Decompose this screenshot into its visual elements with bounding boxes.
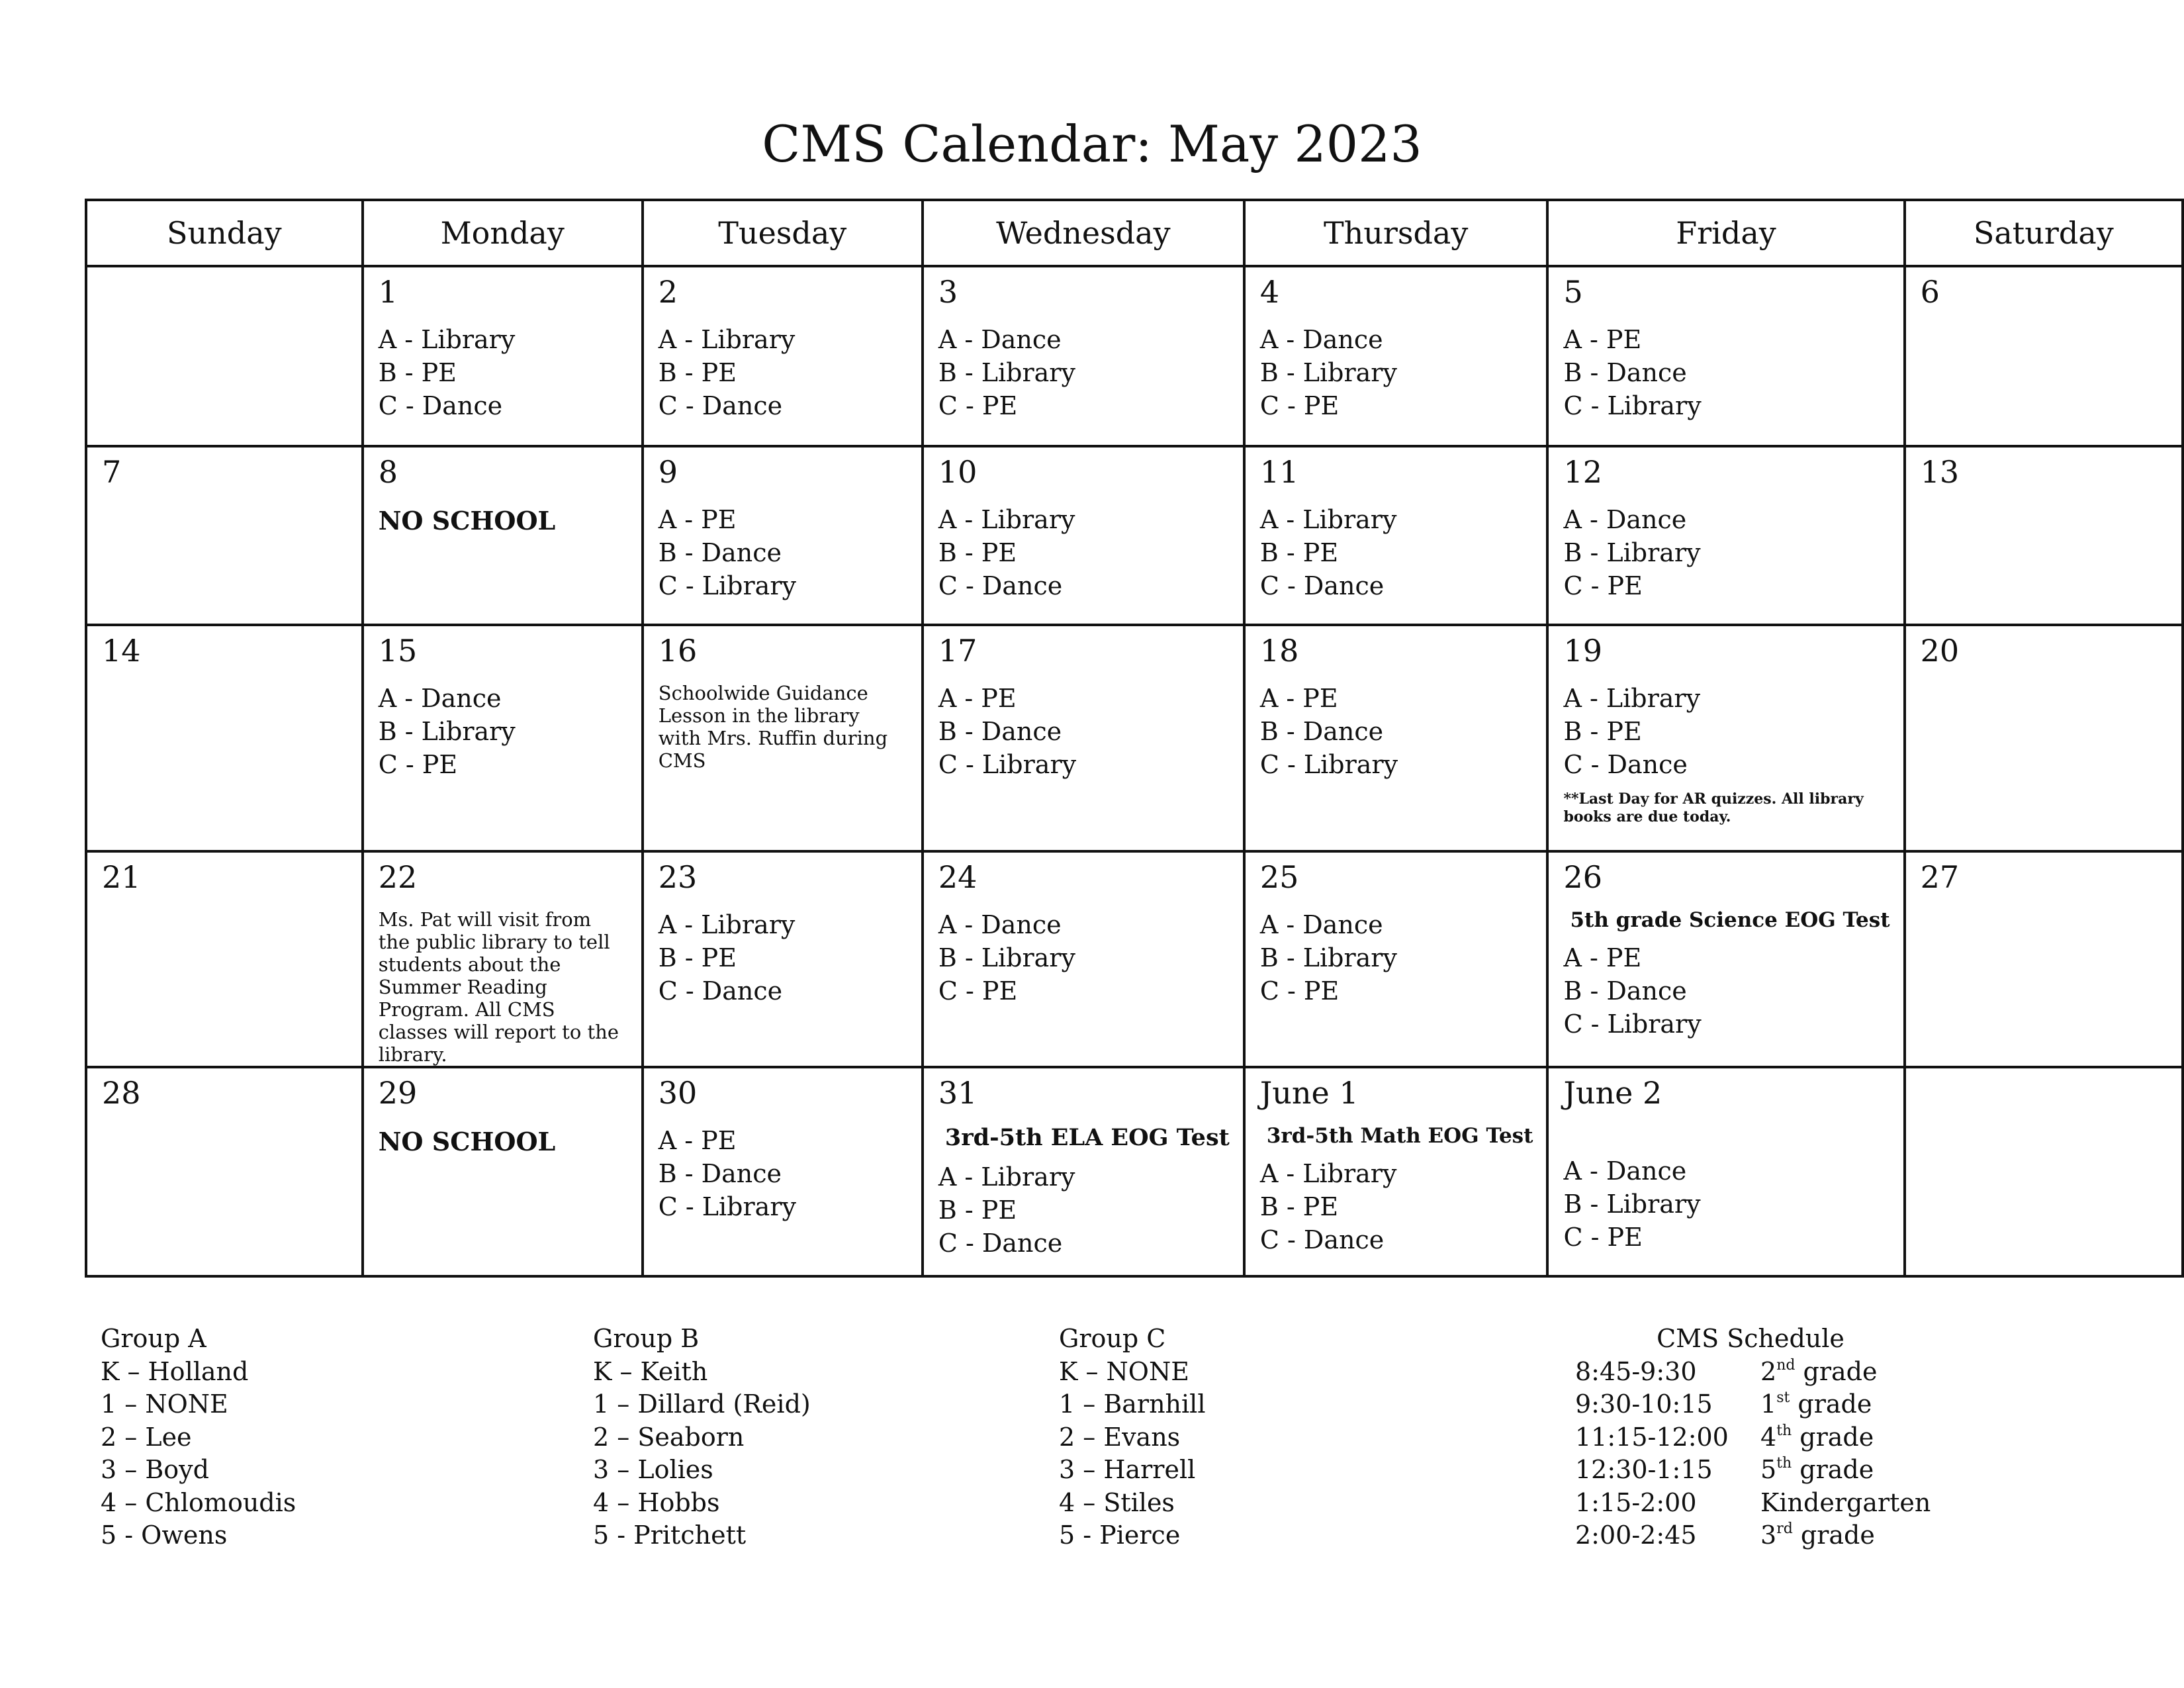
day-content: [1906, 626, 2181, 673]
rotation-list: [659, 908, 908, 1008]
schedule-grade: [1760, 1519, 1875, 1552]
rotation-item: A - PE: [1563, 325, 1642, 354]
day-number: June 1: [1259, 1075, 1359, 1111]
rotation-item: A - Library: [658, 910, 796, 939]
rotation-item: A - PE: [658, 1126, 737, 1155]
weekday-header: Friday: [1547, 200, 1904, 266]
rotation-item: A - Dance: [938, 910, 1062, 939]
group-a-list: [101, 1323, 296, 1552]
rotation-list: [659, 503, 908, 602]
rotation-item: C - PE: [378, 750, 458, 779]
eog-test-event: 3rd-5th Math EOG Test: [1266, 1124, 1533, 1148]
rotation-item: C - Dance: [658, 391, 783, 420]
rotation-item: B - Library: [378, 717, 516, 746]
schedule-row: [1575, 1454, 1931, 1487]
weekday-header-row: [86, 200, 2183, 266]
rotation-list: [1260, 908, 1533, 1008]
day-cell: [1905, 266, 2183, 446]
schedule-row: [1575, 1487, 1931, 1520]
group-item: 2 – Evans: [1059, 1422, 1181, 1452]
day-content: [364, 626, 641, 781]
schedule-time: 2:00-2:45: [1575, 1521, 1697, 1550]
rotation-item: C - Dance: [1259, 1225, 1385, 1254]
schedule-grade: [1760, 1421, 1874, 1454]
group-item: 1 – Dillard (Reid): [593, 1389, 811, 1419]
rotation-item: A - Dance: [1563, 1156, 1687, 1186]
day-number: 30: [658, 1075, 698, 1111]
day-cell: [1905, 851, 2183, 1067]
rotation-item: A - PE: [1259, 684, 1338, 713]
schedule-row: [1575, 1421, 1931, 1454]
day-number: 2: [658, 274, 678, 310]
group-item: 3 – Harrell: [1059, 1455, 1196, 1484]
rotation-list: [1563, 682, 1889, 781]
rotation-item: A - Library: [938, 1162, 1075, 1192]
day-number: 13: [1920, 454, 1960, 490]
day-number: 23: [658, 859, 698, 895]
schedule-grade-word: grade: [1790, 1389, 1872, 1419]
day-content: [1549, 447, 1903, 602]
rotation-item: C - Dance: [1563, 750, 1688, 779]
day-content: [644, 447, 921, 602]
group-item: 3 – Boyd: [101, 1455, 209, 1484]
schedule-grade-suffix: rd: [1776, 1521, 1793, 1537]
day-cell: [643, 851, 923, 1067]
rotation-item: C - PE: [1259, 976, 1340, 1006]
rotation-list: [938, 323, 1230, 422]
day-number: 28: [102, 1075, 141, 1111]
rotation-item: C - PE: [1259, 391, 1340, 420]
rotation-item: B - PE: [658, 358, 737, 387]
group-item: 4 – Chlomoudis: [101, 1487, 296, 1517]
day-number: 29: [378, 1075, 418, 1111]
no-school-label: NO SCHOOL: [378, 506, 556, 536]
rotation-item: B - PE: [658, 943, 737, 972]
group-item: 2 – Lee: [101, 1422, 192, 1452]
rotation-list: [659, 323, 908, 422]
rotation-list: [1260, 682, 1533, 781]
day-number: 17: [938, 633, 978, 669]
day-content: [364, 853, 641, 1066]
day-content: [644, 626, 921, 772]
day-number: 21: [102, 859, 141, 895]
schedule-time: 9:30-10:15: [1575, 1389, 1713, 1419]
day-content: [1549, 267, 1903, 422]
rotation-item: A - Library: [1563, 684, 1701, 713]
day-content: [924, 447, 1243, 602]
rotation-item: A - PE: [938, 684, 1017, 713]
day-cell: [1905, 625, 2183, 851]
schedule-grade-num: 5: [1760, 1455, 1777, 1484]
day-content: [1246, 267, 1547, 422]
day-number: 5: [1563, 274, 1583, 310]
rotation-item: B - Dance: [658, 1159, 782, 1188]
schedule-grade-suffix: th: [1776, 1455, 1792, 1472]
rotation-item: A - Library: [1259, 505, 1397, 534]
weekday-header: Monday: [363, 200, 643, 266]
day-cell: [923, 851, 1244, 1067]
rotation-list: [1563, 323, 1889, 422]
schedule-grade-num: 4: [1760, 1422, 1777, 1452]
group-item: 1 – NONE: [101, 1389, 228, 1419]
weekday-header: Tuesday: [643, 200, 923, 266]
day-note: Schoolwide Guidance Lesson in the library with Mrs. Ruffin during CMS: [658, 682, 888, 772]
group-item: 5 - Pritchett: [593, 1521, 747, 1550]
rotation-item: C - Dance: [658, 976, 783, 1006]
group-item: 5 - Pierce: [1059, 1521, 1181, 1550]
weekday-header: Wednesday: [923, 200, 1244, 266]
rotation-item: B - PE: [938, 538, 1017, 567]
rotation-item: B - PE: [1259, 538, 1339, 567]
day-cell: [1547, 266, 1904, 446]
day-content: [644, 853, 921, 1008]
day-content: [87, 1068, 361, 1115]
schedule-grade: [1760, 1388, 1872, 1421]
day-content: [87, 853, 361, 899]
day-content: [1906, 447, 2181, 494]
day-cell: [86, 1067, 363, 1276]
day-number: 25: [1259, 859, 1299, 895]
schedule-row: [1575, 1388, 1931, 1421]
day-number: 7: [102, 454, 122, 490]
rotation-item: A - Library: [658, 325, 796, 354]
day-cell: [923, 446, 1244, 625]
rotation-item: C - Library: [938, 750, 1077, 779]
day-content: [364, 447, 641, 536]
day-content: [924, 267, 1243, 422]
rotation-item: C - Dance: [938, 571, 1063, 600]
rotation-item: A - Library: [1259, 1159, 1397, 1188]
day-cell: [923, 1067, 1244, 1276]
schedule-grade-num: 3: [1760, 1521, 1777, 1550]
rotation-item: B - Dance: [938, 717, 1062, 746]
day-cell: [363, 1067, 643, 1276]
rotation-item: B - Library: [938, 358, 1075, 387]
group-item: 4 – Hobbs: [593, 1487, 720, 1517]
rotation-item: B - Library: [938, 943, 1075, 972]
schedule-grade: [1760, 1356, 1878, 1389]
rotation-item: C - PE: [1563, 571, 1643, 600]
rotation-item: A - Dance: [378, 684, 502, 713]
rotation-item: C - Library: [1563, 391, 1702, 420]
rotation-item: B - Library: [1563, 538, 1701, 567]
rotation-list: [379, 682, 628, 781]
day-content: [644, 267, 921, 422]
rotation-item: C - Dance: [1259, 571, 1385, 600]
calendar-title: CMS Calendar: May 2023: [762, 115, 1422, 173]
group-item: 3 – Lolies: [593, 1455, 713, 1484]
weekday-header: Saturday: [1905, 200, 2183, 266]
day-content: [1246, 626, 1547, 781]
week-row: [86, 1067, 2183, 1276]
schedule-grade-num: 1: [1760, 1389, 1777, 1419]
rotation-item: C - Library: [1259, 750, 1398, 779]
day-content: [1246, 853, 1547, 1008]
calendar-grid: [85, 199, 2184, 1278]
schedule-grade-suffix: st: [1776, 1389, 1790, 1406]
rotation-item: A - PE: [1563, 943, 1642, 972]
day-cell: [643, 625, 923, 851]
rotation-list: [1260, 323, 1533, 422]
schedule-time: 11:15-12:00: [1575, 1422, 1729, 1452]
day-content: [1549, 853, 1903, 1041]
day-cell: [86, 625, 363, 851]
week-row: [86, 851, 2183, 1067]
day-cell: [363, 851, 643, 1067]
day-number: 22: [378, 859, 418, 895]
rotation-list: [938, 1160, 1230, 1260]
rotation-item: B - Library: [1563, 1190, 1701, 1219]
rotation-item: C - PE: [938, 976, 1018, 1006]
rotation-item: B - Dance: [1563, 976, 1687, 1006]
empty-day-cell: [1905, 1067, 2183, 1276]
weekday-header: Sunday: [86, 200, 363, 266]
day-cell: [363, 625, 643, 851]
rotation-item: C - Library: [658, 1192, 796, 1221]
rotation-item: C - Library: [1563, 1009, 1702, 1039]
day-cell: [1547, 851, 1904, 1067]
schedule-time: 1:15-2:00: [1575, 1487, 1697, 1517]
day-content: [87, 626, 361, 673]
day-content: [1246, 447, 1547, 602]
rotation-item: C - PE: [1563, 1223, 1643, 1252]
rotation-item: B - PE: [938, 1196, 1017, 1225]
day-number: 1: [378, 274, 398, 310]
week-row: [86, 266, 2183, 446]
group-title: Group B: [593, 1324, 700, 1353]
empty-day-cell: [86, 266, 363, 446]
day-cell: [1547, 625, 1904, 851]
schedule-grade-num: 2: [1760, 1356, 1777, 1386]
day-number: 10: [938, 454, 978, 490]
rotation-list: [1260, 503, 1533, 602]
day-number: 15: [378, 633, 418, 669]
cms-schedule: [1575, 1323, 1931, 1552]
day-content: [1906, 853, 2181, 899]
rotation-item: B - Library: [1259, 943, 1397, 972]
rotation-item: B - Dance: [658, 538, 782, 567]
week-row: [86, 625, 2183, 851]
group-item: 4 – Stiles: [1059, 1487, 1175, 1517]
day-number: 18: [1259, 633, 1299, 669]
rotation-item: A - Library: [938, 505, 1075, 534]
day-cell: [1244, 1067, 1548, 1276]
day-number: 26: [1563, 859, 1602, 895]
day-cell: [1244, 625, 1548, 851]
day-cell: [86, 851, 363, 1067]
day-cell: [1244, 266, 1548, 446]
day-number: 3: [938, 274, 958, 310]
schedule-grade-suffix: nd: [1776, 1356, 1796, 1374]
day-cell: [643, 1067, 923, 1276]
day-cell: [643, 266, 923, 446]
day-cell: [923, 625, 1244, 851]
day-number: 11: [1259, 454, 1299, 490]
rotation-item: B - PE: [1563, 717, 1642, 746]
day-cell: [1547, 446, 1904, 625]
rotation-item: C - Dance: [938, 1229, 1063, 1258]
schedule-title: CMS Schedule: [1657, 1324, 1844, 1353]
rotation-item: B - Dance: [1563, 358, 1687, 387]
day-content: [924, 853, 1243, 1008]
day-number: 8: [378, 454, 398, 490]
schedule-grade: [1760, 1487, 1931, 1520]
rotation-item: B - PE: [1259, 1192, 1339, 1221]
day-content: [644, 1068, 921, 1223]
day-cell: [86, 446, 363, 625]
schedule-time: 8:45-9:30: [1575, 1356, 1697, 1386]
day-number: June 2: [1563, 1075, 1662, 1111]
schedule-grade-word: grade: [1792, 1455, 1874, 1484]
day-cell: [363, 446, 643, 625]
schedule-grade: [1760, 1454, 1874, 1487]
rotation-item: A - Dance: [938, 325, 1062, 354]
schedule-row: [1575, 1519, 1931, 1552]
rotation-list: [659, 1124, 908, 1223]
rotation-list: [938, 908, 1230, 1008]
week-row: [86, 446, 2183, 625]
schedule-grade-word: grade: [1792, 1521, 1875, 1550]
rotation-list: [1260, 1157, 1533, 1256]
rotation-list: [938, 682, 1230, 781]
day-number: 31: [938, 1075, 978, 1111]
day-number: 24: [938, 859, 978, 895]
day-content: [924, 626, 1243, 781]
day-content: [1549, 1068, 1903, 1254]
day-content: [1906, 267, 2181, 314]
weekday-header: Thursday: [1244, 200, 1548, 266]
day-content: [1246, 1068, 1547, 1256]
day-number: 6: [1920, 274, 1940, 310]
day-note: **Last Day for AR quizzes. All library books are due today.: [1563, 790, 1864, 825]
group-c-list: [1059, 1323, 1206, 1552]
rotation-item: A - Dance: [1563, 505, 1687, 534]
day-number: 4: [1259, 274, 1280, 310]
day-cell: [643, 446, 923, 625]
day-note: Ms. Pat will visit from the public library to tell students about the Summer Reading Program. All CMS classes will report to the library.: [378, 908, 619, 1066]
group-b-list: [593, 1323, 811, 1552]
group-title: Group C: [1059, 1324, 1166, 1353]
rotation-item: B - PE: [378, 358, 457, 387]
day-cell: [1244, 446, 1548, 625]
rotation-item: A - PE: [658, 505, 737, 534]
rotation-list: [1563, 1154, 1889, 1254]
rotation-list: [1563, 503, 1889, 602]
day-cell: [923, 266, 1244, 446]
schedule-grade-word: grade: [1795, 1356, 1878, 1386]
schedule-row: [1575, 1356, 1931, 1389]
day-number: 19: [1563, 633, 1602, 669]
day-cell: [1244, 851, 1548, 1067]
day-content: [87, 447, 361, 494]
rotation-item: B - Library: [1259, 358, 1397, 387]
day-content: [1549, 626, 1903, 826]
day-number: 27: [1920, 859, 1960, 895]
no-school-label: NO SCHOOL: [378, 1127, 556, 1156]
day-content: [364, 1068, 641, 1156]
day-cell: [363, 266, 643, 446]
group-item: K – Holland: [101, 1356, 249, 1386]
schedule-grade-suffix: th: [1776, 1422, 1792, 1439]
day-number: 16: [658, 633, 698, 669]
day-number: 9: [658, 454, 678, 490]
rotation-item: B - Dance: [1259, 717, 1384, 746]
group-item: K – Keith: [593, 1356, 708, 1386]
rotation-list: [1563, 941, 1889, 1041]
day-content: [924, 1068, 1243, 1260]
group-item: 2 – Seaborn: [593, 1422, 745, 1452]
rotation-list: [379, 323, 628, 422]
schedule-grade-num: Kindergarten: [1760, 1487, 1931, 1517]
rotation-item: C - Library: [658, 571, 796, 600]
rotation-item: C - PE: [938, 391, 1018, 420]
group-title: Group A: [101, 1324, 206, 1353]
schedule-grade-word: grade: [1792, 1422, 1874, 1452]
schedule-time: 12:30-1:15: [1575, 1455, 1713, 1484]
rotation-item: A - Library: [378, 325, 516, 354]
rotation-list: [938, 503, 1230, 602]
eog-test-event: 3rd-5th ELA EOG Test: [944, 1124, 1230, 1151]
day-number: 20: [1920, 633, 1960, 669]
eog-test-event: 5th grade Science EOG Test: [1570, 908, 1890, 932]
day-content: [364, 267, 641, 422]
rotation-item: A - Dance: [1259, 910, 1383, 939]
group-item: 1 – Barnhill: [1059, 1389, 1206, 1419]
day-cell: [1547, 1067, 1904, 1276]
group-item: K – NONE: [1059, 1356, 1189, 1386]
day-cell: [1905, 446, 2183, 625]
day-number: 14: [102, 633, 141, 669]
rotation-item: A - Dance: [1259, 325, 1383, 354]
day-number: 12: [1563, 454, 1602, 490]
group-item: 5 - Owens: [101, 1521, 228, 1550]
rotation-item: C - Dance: [378, 391, 503, 420]
